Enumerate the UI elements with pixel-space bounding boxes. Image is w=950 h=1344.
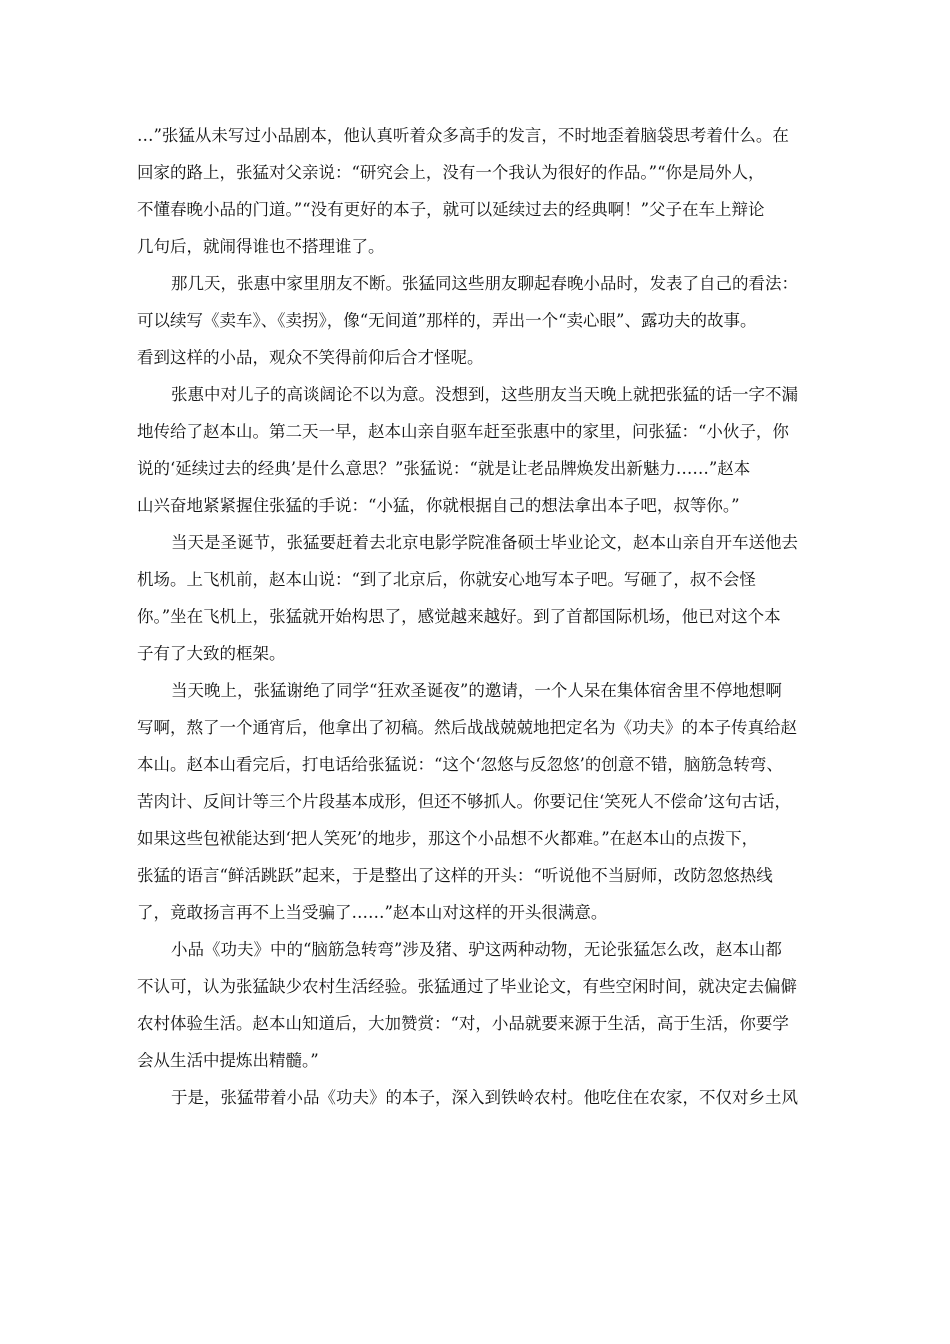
paragraph-4: [137, 524, 827, 672]
text-line: 看到这样的小品，观众不笑得前仰后合才怪呢。: [137, 348, 484, 367]
text-line: 张惠中对儿子的高谈阔论不以为意。没想到，这些朋友当天晚上就把张猛的话一字不漏: [171, 385, 798, 404]
text-line: …”张猛从未写过小品剧本，他认真听着众多高手的发言，不时地歪着脑袋思考着什么。在: [137, 126, 789, 145]
text-line: 回家的路上，张猛对父亲说：“研究会上，没有一个我认为很好的作品。”“你是局外人，: [137, 163, 765, 182]
text-line: 几句后，就闹得谁也不搭理谁了。: [137, 237, 385, 256]
article-body: [137, 117, 827, 1116]
text-line: 山兴奋地紧紧握住张猛的手说：“小猛，你就根据自己的想法拿出本子吧，叔等你。”: [137, 496, 740, 515]
text-line: 本山。赵本山看完后，打电话给张猛说：“这个‘忽悠与反忽悠’的创意不错，脑筋急转弯、: [137, 755, 783, 774]
text-line: 机场。上飞机前，赵本山说：“到了北京后，你就安心地写本子吧。写砸了，叔不会怪: [137, 570, 756, 589]
text-line: 了，竟敢扬言再不上当受骗了……”赵本山对这样的开头很满意。: [137, 903, 608, 922]
text-line: 说的‘延续过去的经典’是什么意思？”张猛说：“就是让老品牌焕发出新魅力……”赵本: [137, 459, 751, 478]
text-line: 苦肉计、反间计等三个片段基本成形，但还不够抓人。你要记住‘笑死人不偿命’这句古话，: [137, 792, 791, 811]
text-line: 不懂春晚小品的门道。”“没有更好的本子，就可以延续过去的经典啊！”父子在车上辩论: [137, 200, 765, 219]
text-line: 你。”坐在飞机上，张猛就开始构思了，感觉越来越好。到了首都国际机场，他已对这个本: [137, 607, 781, 626]
text-line: 可以续写《卖车》、《卖拐》，像“无间道”那样的，弄出一个“卖心眼”、露功夫的故事。: [137, 311, 757, 330]
text-line: 地传给了赵本山。第二天一早，赵本山亲自驱车赶至张惠中的家里，问张猛：“小伙子，你: [137, 422, 789, 441]
text-line: 不认可，认为张猛缺少农村生活经验。张猛通过了毕业论文，有些空闲时间，就决定去偏僻: [137, 977, 797, 996]
text-line: 农村体验生活。赵本山知道后，大加赞赏：“对，小品就要来源于生活，高于生活，你要学: [137, 1014, 789, 1033]
paragraph-6: [137, 931, 827, 1079]
paragraph-5: [137, 672, 827, 931]
text-line: 如果这些包袱能达到‘把人笑死’的地步，那这个小品想不火都难。”在赵本山的点拨下，: [137, 829, 759, 848]
text-line: 当天是圣诞节，张猛要赶着去北京电影学院准备硕士毕业论文，赵本山亲自开车送他去: [171, 533, 798, 552]
paragraph-7: [137, 1079, 827, 1116]
paragraph-1: [137, 117, 827, 265]
paragraph-3: [137, 376, 827, 524]
text-line: 子有了大致的框架。: [137, 644, 286, 663]
text-line: 当天晚上，张猛谢绝了同学“狂欢圣诞夜”的邀请，一个人呆在集体宿舍里不停地想啊: [171, 681, 782, 700]
text-line: 小品《功夫》中的“脑筋急转弯”涉及猪、驴这两种动物，无论张猛怎么改，赵本山都: [171, 940, 782, 959]
text-line: 于是，张猛带着小品《功夫》的本子，深入到铁岭农村。他吃住在农家，不仅对乡土风: [171, 1088, 798, 1107]
paragraph-2: [137, 265, 827, 376]
text-line: 写啊，熬了一个通宵后，他拿出了初稿。然后战战兢兢地把定名为《功夫》的本子传真给赵: [137, 718, 797, 737]
text-line: 会从生活中提炼出精髓。”: [137, 1051, 319, 1070]
text-line: 那几天，张惠中家里朋友不断。张猛同这些朋友聊起春晚小品时，发表了自己的看法：: [171, 274, 798, 293]
text-line: 张猛的语言“鲜活跳跃”起来，于是整出了这样的开头：“听说他不当厨师，改防忽悠热线: [137, 866, 773, 885]
